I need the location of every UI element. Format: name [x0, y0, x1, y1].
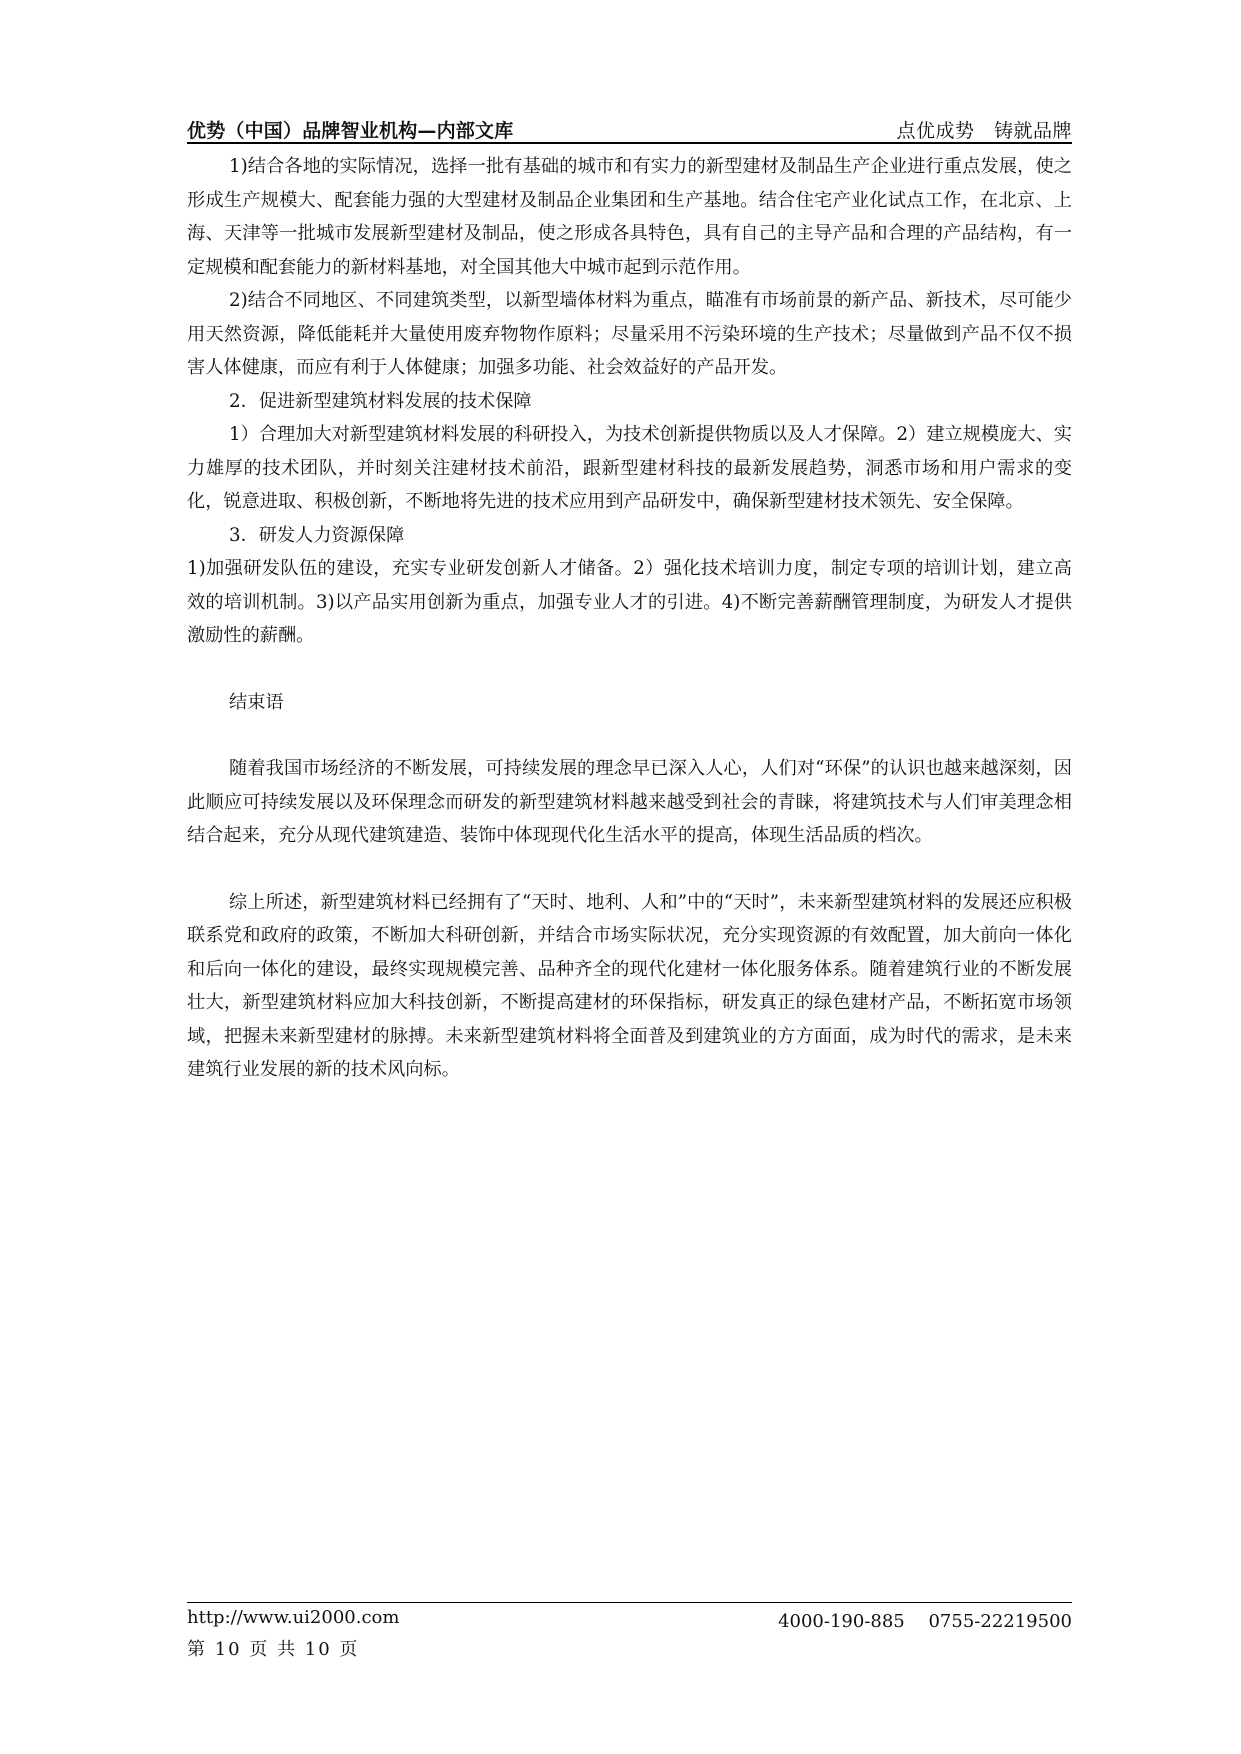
paragraph-5: 随着我国市场经济的不断发展，可持续发展的理念早已深入人心，人们对“环保”的认识也越来越深刻，因此顺应可持续发展以及环保理念而研发的新型建筑材料越来越受到社会的青睐，将建筑技术与人们审美理念相结合起来，充分从现代建筑建造、装饰中体现现代化生活水平的提高，体现生活品质的档次。 [187, 758, 1072, 846]
spacer [187, 853, 1072, 886]
spacer [187, 719, 1072, 752]
header-slogan: 点优成势 铸就品牌 [896, 120, 1072, 142]
conclusion-heading: 结束语 [229, 691, 284, 713]
paragraph-2: 2)结合不同地区、不同建筑类型，以新型墙体材料为重点，瞄准有市场前景的新产品、新技术，尽可能少用天然资源，降低能耗并大量使用废弃物物作原料；尽量采用不污染环境的生产技术；尽量做到产品不仅不损害人体健康，而应有利于人体健康；加强多功能、社会效益好的产品开发。 [187, 290, 1072, 378]
section-heading-hr-support: 3．研发人力资源保障 [229, 524, 405, 546]
footer-url-link[interactable]: http://www.ui2000.com [187, 1607, 400, 1628]
paragraph-1: 1)结合各地的实际情况，选择一批有基础的城市和有实力的新型建材及制品生产企业进行重点发展，使之形成生产规模大、配套能力强的大型建材及制品企业集团和生产基地。结合住宅产业化试点工作，在北京、上海、天津等一批城市发展新型建材及制品，使之形成各具特色，具有自己的主导产品和合理的产品结构，有一定规模和配套能力的新材料基地，对全国其他大中城市起到示范作用。 [187, 156, 1072, 278]
document-body [187, 150, 1072, 1087]
page-footer [187, 1602, 1072, 1661]
paragraph-4: 1)加强研发队伍的建设，充实专业研发创新人才储备。2）强化技术培训力度，制定专项的培训计划，建立高效的培训机制。3)以产品实用创新为重点，加强专业人才的引进。4)不断完善薪酬管理制度，为研发人才提供激励性的薪酬。 [187, 558, 1072, 646]
header-org-title: 优势（中国）品牌智业机构—内部文库 [187, 120, 514, 142]
page-number: 第 10 页 共 10 页 [187, 1639, 360, 1660]
section-heading-tech-support: 2．促进新型建筑材料发展的技术保障 [229, 390, 532, 412]
page-header [187, 114, 1072, 144]
footer-contact-row [187, 1607, 1072, 1635]
paragraph-3: 1）合理加大对新型建筑材料发展的科研投入，为技术创新提供物质以及人才保障。2）建立规模庞大、实力雄厚的技术团队，并时刻关注建材技术前沿，跟新型建材科技的最新发展趋势，洞悉市场和用户需求的变化，锐意进取、积极创新，不断地将先进的技术应用到产品研发中，确保新型建材技术领先、安全保障。 [187, 424, 1072, 512]
spacer [187, 653, 1072, 686]
footer-phone: 4000-190-885 0755-22219500 [778, 1611, 1072, 1632]
paragraph-6: 综上所述，新型建筑材料已经拥有了“天时、地利、人和”中的“天时”，未来新型建筑材料的发展还应积极联系党和政府的政策，不断加大科研创新，并结合市场实际状况，充分实现资源的有效配置，加大前向一体化和后向一体化的建设，最终实现规模完善、品种齐全的现代化建材一体化服务体系。随着建筑行业的不断发展壮大，新型建筑材料应加大科技创新，不断提高建材的环保指标，研发真正的绿色建材产品，不断拓宽市场领域，把握未来新型建材的脉搏。未来新型建筑材料将全面普及到建筑业的方方面面，成为时代的需求，是未来建筑行业发展的新的技术风向标。 [187, 891, 1072, 1080]
